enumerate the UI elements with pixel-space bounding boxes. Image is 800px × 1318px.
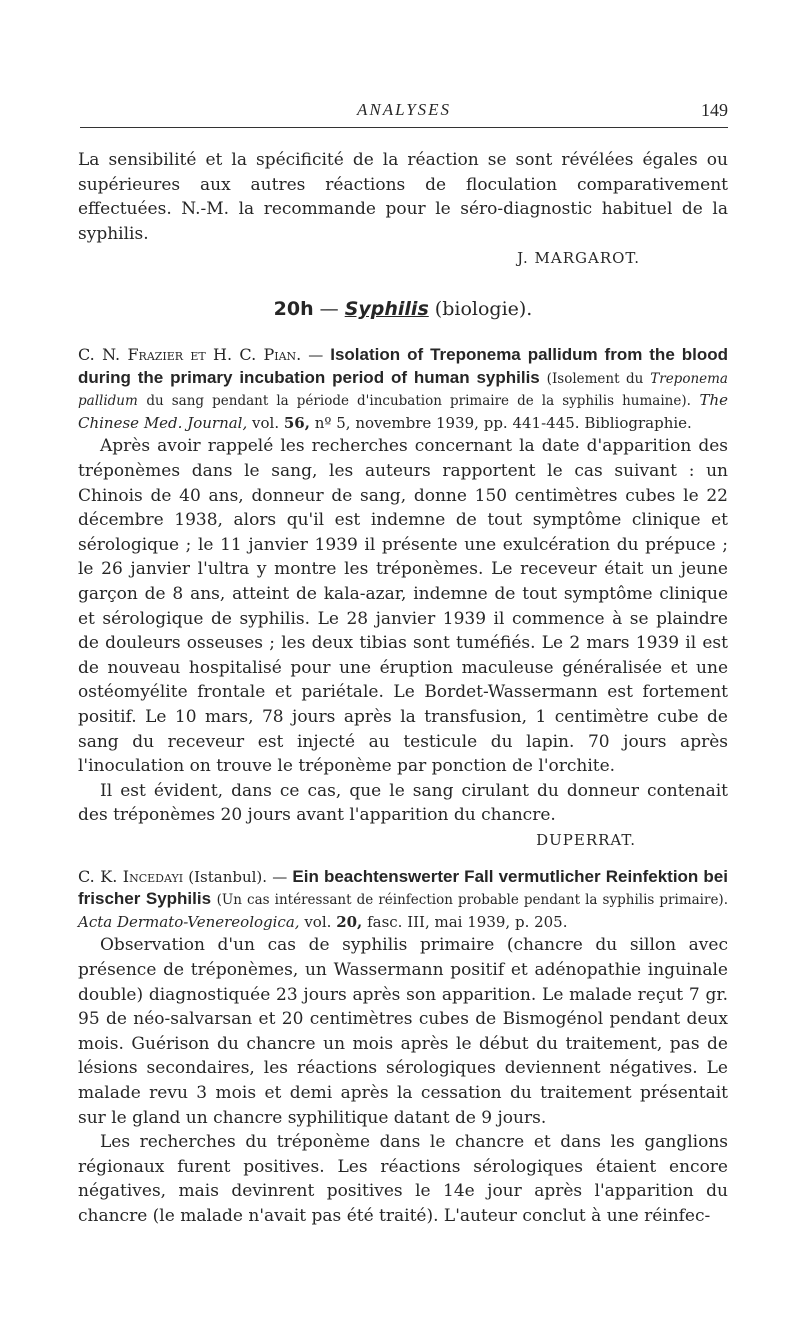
section-title: Syphilis bbox=[344, 298, 429, 321]
header-rule bbox=[80, 127, 728, 128]
article1-paragraph-2: Il est évident, dans ce cas, que le sang cirulant du donneur contenait des tréponèmes 20 jours avant l'apparition du chancre. bbox=[78, 780, 728, 826]
page-body bbox=[78, 148, 728, 1229]
article1-journal: The Chinese Med. Journal, bbox=[78, 391, 728, 432]
article2-paragraph-2: Les recherches du tréponème dans le chancre et dans les ganglions régionaux furent positives. Les réactions sérologiques étaient encore négatives, mais devinrent positives le 14e jour après l'apparition du chancre (le malade n'avait pas été traité). L'auteur conclut à une réinfec- bbox=[78, 1132, 728, 1226]
article2-volume: 20, bbox=[336, 912, 363, 931]
article1-volume: 56, bbox=[283, 413, 310, 432]
article1-reference bbox=[78, 344, 728, 434]
article2-details: fasc. III, mai 1939, p. 205. bbox=[367, 912, 568, 931]
article1-translation-open: (Isolement du bbox=[546, 370, 644, 387]
article2-title: Ein beachtenswerter Fall vermutlicher Reinfektion bei frischer Syphilis bbox=[78, 866, 728, 909]
intro-paragraph: La sensibilité et la spécificité de la réaction se sont révélées égales ou supérieures aux autres réactions de floculation comparativement effectuées. N.-M. la recommande pour le séro-diagnostic habituel de la syphilis. bbox=[78, 150, 728, 244]
article2-reference bbox=[78, 866, 728, 934]
article1-title: Isolation of Treponema pallidum from the blood during the primary incubation period of human syphilis bbox=[78, 345, 728, 387]
section-dash: — bbox=[319, 298, 339, 321]
article2-translation: (Un cas intéressant de réinfection probable pendant la syphilis primaire). bbox=[216, 892, 728, 909]
article2-vol-label: vol. bbox=[304, 912, 332, 931]
page-header bbox=[80, 100, 728, 130]
running-head: ANALYSES bbox=[356, 100, 452, 119]
article2-authors: C. K. Incedayi bbox=[78, 866, 184, 886]
article2-dash: — bbox=[272, 867, 288, 886]
article2-location: (Istanbul). bbox=[188, 867, 268, 886]
section-subtitle: (biologie). bbox=[434, 298, 533, 321]
article1-vol-label: vol. bbox=[252, 413, 280, 432]
article1-details: nº 5, novembre 1939, pp. 441-445. Bibliographie. bbox=[314, 413, 692, 432]
page-number: 149 bbox=[701, 100, 728, 120]
article1-translation-rest: du sang pendant la période d'incubation primaire de la syphilis humaine). bbox=[146, 393, 691, 410]
article1-dash: — bbox=[308, 346, 324, 365]
intro-signature: J. MARGAROT. bbox=[517, 249, 640, 268]
section-heading bbox=[78, 296, 728, 322]
article1-translation-italic: Treponema pallidum bbox=[78, 370, 728, 410]
article1-signature: DUPERRAT. bbox=[536, 830, 636, 849]
article1-authors: C. N. Frazier et H. C. Pian. bbox=[78, 345, 302, 365]
article1-paragraph-1: Après avoir rappelé les recherches concernant la date d'apparition des tréponèmes dans le sang, les auteurs rapportent le cas suivant : un Chinois de 40 ans, donneur de sang, donne 150 centimètres cubes le 22 décembre 1938, alors qu'il est indemne de tout symptôme clinique et sérologique ; le 11 janvier 1939 il présente une exulcération du prépuce ; le 26 janvier l'ultra y montre les tréponèmes. Le receveur était un jeune garçon de 8 ans, atteint de kala-azar, indemne de tout symptôme clinique et sérologique de syphilis. Le 28 janvier 1939 il commence à se plaindre de douleurs osseuses ; les deux tibias sont tuméfiés. Le 2 mars 1939 il est de nouveau hospitalisé pour une éruption maculeuse généralisée et une ostéomyélite frontale et pariétale. Le Bordet-Wassermann est fortement positif. Le 10 mars, 78 jours après la transfusion, 1 centimètre cube de sang du receveur est injecté au testicule du lapin. 70 jours après l'inoculation on trouve le tréponème par ponction de l'orchite. bbox=[78, 436, 728, 777]
section-code: 20h bbox=[273, 298, 314, 321]
article2-journal: Acta Dermato-Venereologica, bbox=[78, 912, 300, 931]
article2-paragraph-1: Observation d'un cas de syphilis primaire (chancre du sillon avec présence de tréponèmes, un Wassermann positif et adénopathie inguinale double) diagnostiquée 23 jours après son apparition. Le malade reçut 7 gr. 95 de néo-salvarsan et 20 centimètres cubes de Bismogénol pendant deux mois. Guérison du chancre un mois après le début du traitement, pas de lésions secondaires, les réactions sérologiques deviennent négatives. Le malade revu 3 mois et demi après la cessation du traitement présentait sur le gland un chancre syphilitique datant de 9 jours. bbox=[78, 935, 728, 1128]
